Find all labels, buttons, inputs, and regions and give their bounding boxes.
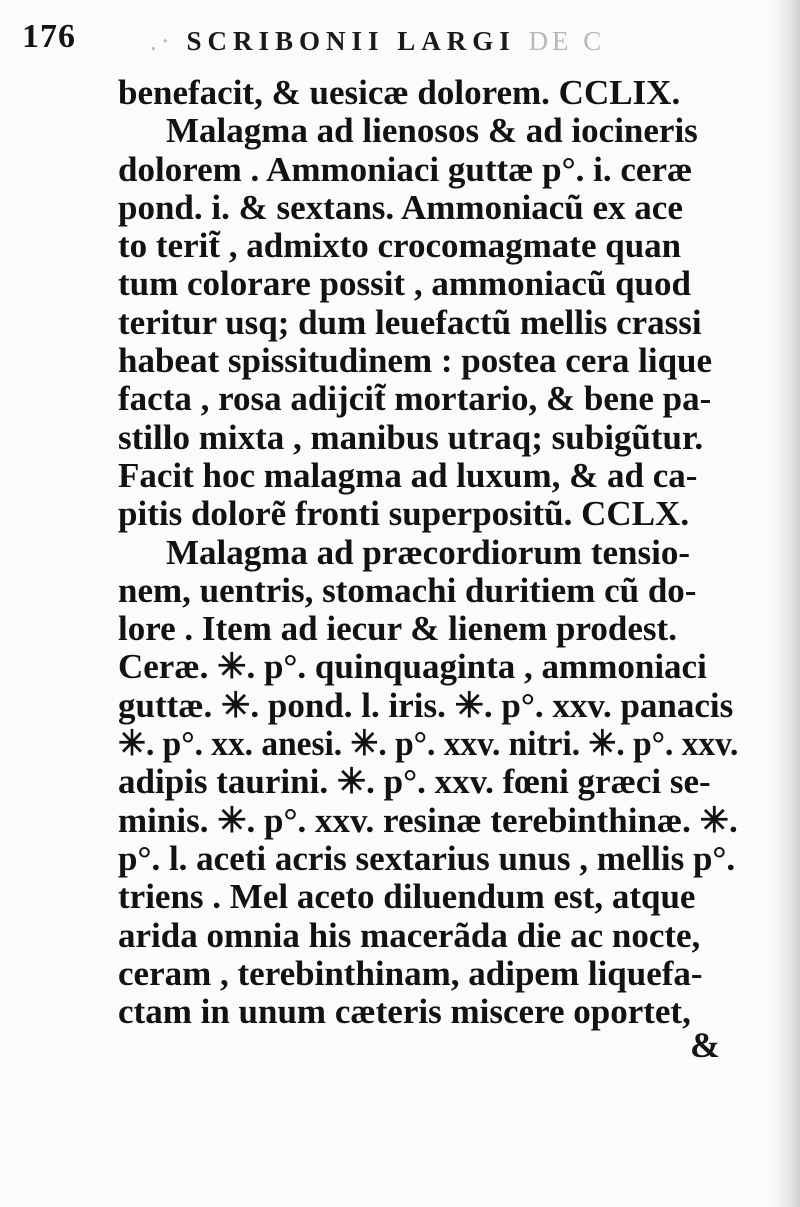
text-line: teritur usq; dum leuefactũ mellis crassi xyxy=(118,302,702,342)
text-line: ✳. p°. xx. anesi. ✳. p°. xxv. nitri. ✳. p°. xxv. xyxy=(118,724,739,764)
text-line: habeat spissitudinem : postea cera lique xyxy=(118,341,713,381)
text-line: dolorem . Ammoniaci guttæ p°. i. ceræ xyxy=(118,149,693,189)
text-line: p°. l. aceti acris sextarius unus , mellis p°. xyxy=(118,838,736,878)
running-head-bleed-left: .· xyxy=(150,26,174,56)
text-line: guttæ. ✳. pond. l. iris. ✳. p°. xxv. panacis xyxy=(118,685,734,725)
text-line: pond. i. & sextans. Ammoniacũ ex ace xyxy=(118,187,683,227)
text-line: minis. ✳. p°. xxv. resinæ terebinthinæ. ✳. xyxy=(118,800,738,840)
text-line: Malagma ad lienosos & ad iocineris xyxy=(166,111,698,151)
text-line: tum colorare possit , ammoniacũ quod xyxy=(118,264,691,304)
text-line: ceram , terebinthinam, adipem liquefa- xyxy=(118,953,703,993)
text-line: to terit̃ , admixto crocomagmate quan xyxy=(118,226,682,266)
page-edge-shadow xyxy=(772,0,800,1207)
catchword: & xyxy=(690,1025,720,1065)
text-line: triens . Mel aceto diluendum est, atque xyxy=(118,877,696,917)
text-line: Facit hoc malagma ad luxum, & ad ca- xyxy=(118,455,698,495)
text-line: nem, uentris, stomachi duritiem cũ do- xyxy=(118,570,697,610)
text-line: benefacit, & uesicæ dolorem. CCLIX. xyxy=(118,73,681,112)
text-line: Malagma ad præcordiorum tensio- xyxy=(166,532,690,572)
text-line: pitis dolorẽ fronti superpositũ. CCLX. xyxy=(118,494,690,534)
text-line: Ceræ. ✳. p°. quinquaginta , ammoniaci xyxy=(118,647,707,687)
text-line: facta , rosa adijcit̃ mortario, & bene pa- xyxy=(118,379,712,419)
text-line: stillo mixta , manibus utraq; subigũtur. xyxy=(118,417,704,457)
body-text xyxy=(118,74,738,1031)
running-head-title: SCRIBONII LARGI xyxy=(186,26,516,56)
text-line: arida omnia his macerãda die ac nocte, xyxy=(118,915,701,955)
text-line: ctam in unum cæteris miscere oportet, xyxy=(118,992,691,1032)
running-head xyxy=(150,26,605,57)
text-line: adipis taurini. ✳. p°. xxv. fœni græci se- xyxy=(118,762,711,802)
page-number: 176 xyxy=(22,18,76,55)
text-line: lore . Item ad iecur & lienem prodest. xyxy=(118,609,677,649)
running-head-bleed-right: DE C xyxy=(528,26,606,56)
